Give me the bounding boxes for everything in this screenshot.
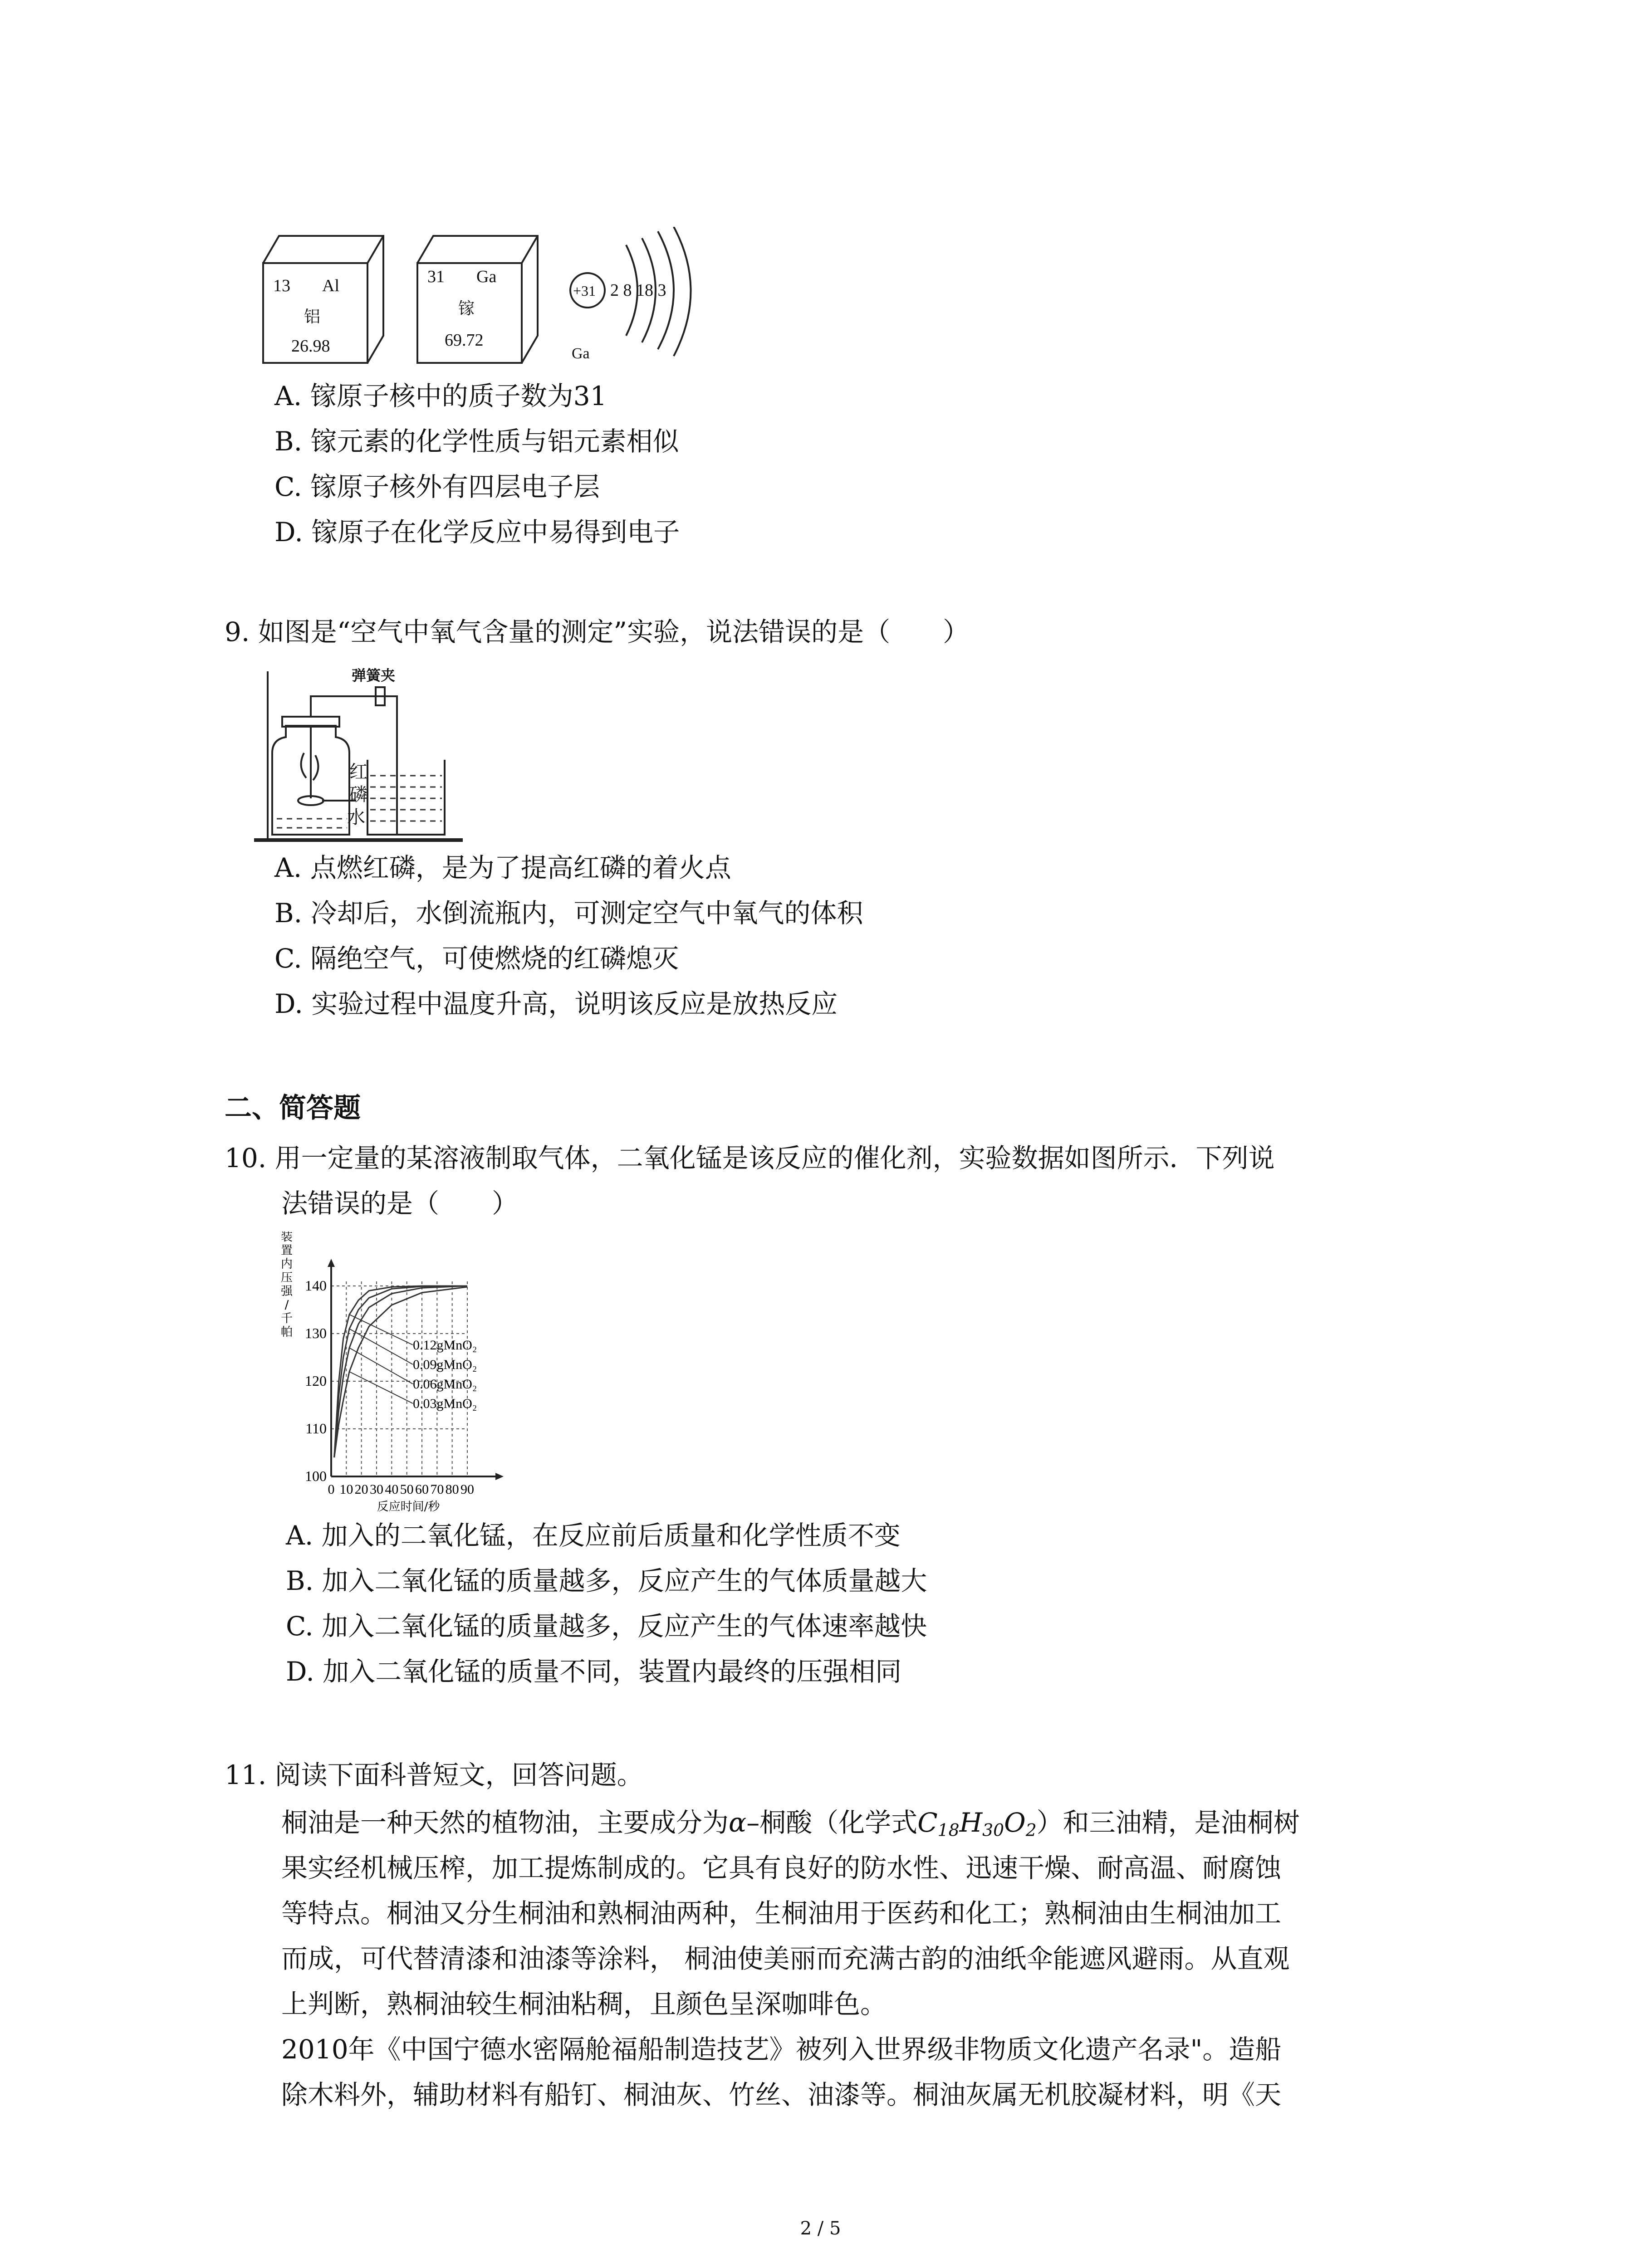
q10-option-c: C. 加入二氧化锰的质量越多，反应产生的气体速率越快 [286, 1611, 927, 1642]
series-label: 0.03gMnO₂ [413, 1396, 477, 1411]
atom-nucleus: +31 [573, 283, 596, 299]
x-tick-label: 90 [460, 1482, 474, 1497]
x-axis-label: 反应时间/秒 [377, 1500, 440, 1513]
q11-paragraph-line4: 而成，可代替清漆和油漆等涂料， 桐油使美丽而充满古韵的油纸伞能遮风避雨。从直观 [281, 1943, 1290, 1974]
series-leader [349, 1348, 413, 1384]
y-axis-label-char: 压 [280, 1271, 293, 1285]
y-axis-arrow [328, 1259, 335, 1267]
q8-option-d: D. 镓原子在化学反应中易得到电子 [274, 517, 680, 547]
y-axis-label-char: / [284, 1298, 289, 1312]
chemical-formula: $C_{18}H_{30}O_2$ [917, 1807, 1037, 1840]
x-tick-label: 70 [430, 1482, 444, 1497]
q11-paragraph-line7: 除木料外，辅助材料有船钉、桐油灰、竹丝、油漆等。桐油灰属无机胶凝材料，明《天 [281, 2079, 1282, 2110]
series-leader [349, 1372, 413, 1403]
phosphorus-label-1: 红 [349, 762, 367, 782]
al-number: 13 [273, 276, 290, 295]
q8-option-a: A. 镓原子核中的质子数为31 [274, 381, 607, 411]
ga-mass: 69.72 [445, 331, 484, 350]
q8-option-c: C. 镓原子核外有四层电子层 [274, 471, 600, 502]
y-tick-label: 110 [305, 1420, 327, 1437]
apparatus-svg [254, 662, 481, 844]
atom-shells: 2 8 18 3 [610, 281, 666, 300]
q9-option-d: D. 实验过程中温度升高，说明该反应是放热反应 [274, 988, 838, 1019]
series-label: 0.09gMnO₂ [413, 1357, 477, 1372]
element-figure-svg [254, 227, 708, 372]
x-tick-label: 80 [445, 1482, 459, 1497]
q9-option-c: C. 隔绝空气，可使燃烧的红磷熄灭 [274, 943, 679, 974]
q9-option-b: B. 冷却后，水倒流瓶内，可测定空气中氧气的体积 [274, 898, 863, 929]
q9-stem: 9. 如图是“空气中氧气含量的测定”实验，说法错误的是（ ） [225, 616, 970, 647]
x-tick-label: 50 [400, 1482, 414, 1497]
al-mass: 26.98 [291, 337, 330, 356]
q9-option-a: A. 点燃红磷，是为了提高红磷的着火点 [274, 852, 731, 883]
ga-number: 31 [427, 267, 445, 286]
y-axis-label-char: 千 [280, 1312, 293, 1325]
x-tick-label: 60 [415, 1482, 429, 1497]
series-leader [349, 1315, 413, 1345]
q11-text-b: –桐酸（化学式 [746, 1807, 918, 1838]
x-axis-arrow [495, 1473, 504, 1480]
y-axis-label-char: 置 [280, 1244, 293, 1257]
q10-option-a: A. 加入的二氧化锰，在反应前后质量和化学性质不变 [286, 1520, 901, 1551]
y-tick-label: 120 [305, 1373, 327, 1389]
al-name: 铝 [304, 308, 321, 326]
ga-symbol: Ga [476, 267, 497, 286]
water-label: 水 [347, 807, 365, 828]
x-tick-label: 40 [385, 1482, 399, 1497]
pressure-chart-svg [277, 1232, 594, 1513]
phosphorus-label-2: 磷 [349, 784, 367, 805]
x-tick-label: 20 [354, 1482, 368, 1497]
x-tick-label: 30 [370, 1482, 383, 1497]
al-symbol: Al [322, 276, 339, 295]
q10-option-b: B. 加入二氧化锰的质量越多，反应产生的气体质量越大 [286, 1565, 927, 1596]
q11-stem: 11. 阅读下面科普短文，回答问题。 [225, 1760, 643, 1790]
q11-text-c: ）和三油精，是油桐树 [1036, 1807, 1300, 1838]
q10-option-d: D. 加入二氧化锰的质量不同，装置内最终的压强相同 [286, 1656, 902, 1687]
atom-label: Ga [572, 345, 590, 362]
y-tick-label: 100 [305, 1468, 327, 1484]
q11-paragraph-line5: 上判断，熟桐油较生桐油粘稠，且颜色呈深咖啡色。 [281, 1989, 887, 2019]
ga-name: 镓 [458, 299, 475, 318]
y-axis-label-char: 帕 [280, 1325, 293, 1339]
clip-label: 弹簧夹 [352, 667, 396, 684]
q11-paragraph-line6: 2010年《中国宁德水密隔舱福船制造技艺》被列入世界级非物质文化遗产名录"。造船 [281, 2034, 1282, 2065]
series-label: 0.12gMnO₂ [413, 1338, 477, 1353]
q11-paragraph-line2: 果实经机械压榨，加工提炼制成的。它具有良好的防水性、迅速干燥、耐高温、耐腐蚀 [281, 1853, 1282, 1883]
apparatus-figure [254, 662, 481, 844]
series-label: 0.06gMnO₂ [413, 1377, 477, 1392]
x-tick-label: 0 [328, 1482, 335, 1497]
y-tick-label: 130 [305, 1325, 327, 1341]
q10-stem-line2: 法错误的是（ ） [281, 1188, 519, 1219]
q11-text-a: 桐油是一种天然的植物油，主要成分为 [281, 1807, 729, 1838]
alpha-symbol: α [729, 1807, 747, 1838]
q11-paragraph-line3: 等特点。桐油又分生桐油和熟桐油两种，生桐油用于医药和化工；熟桐油由生桐油加工 [281, 1898, 1282, 1929]
y-tick-label: 140 [305, 1277, 327, 1294]
y-axis-label-char: 内 [280, 1257, 293, 1271]
x-tick-label: 10 [339, 1482, 353, 1497]
element-figure [254, 227, 708, 372]
y-axis-label-char: 装 [280, 1232, 293, 1244]
q11-paragraph-line1 [281, 1807, 1300, 1846]
q8-option-b: B. 镓元素的化学性质与铝元素相似 [274, 426, 679, 457]
series-line [334, 1287, 467, 1457]
pressure-chart [277, 1232, 594, 1513]
page-number: 2 / 5 [800, 2218, 841, 2239]
q10-stem-line1: 10. 用一定量的某溶液制取气体，二氧化锰是该反应的催化剂，实验数据如图所示．下列说 [225, 1143, 1275, 1173]
section-title: 二、简答题 [225, 1092, 361, 1124]
y-axis-label-char: 强 [280, 1285, 293, 1298]
